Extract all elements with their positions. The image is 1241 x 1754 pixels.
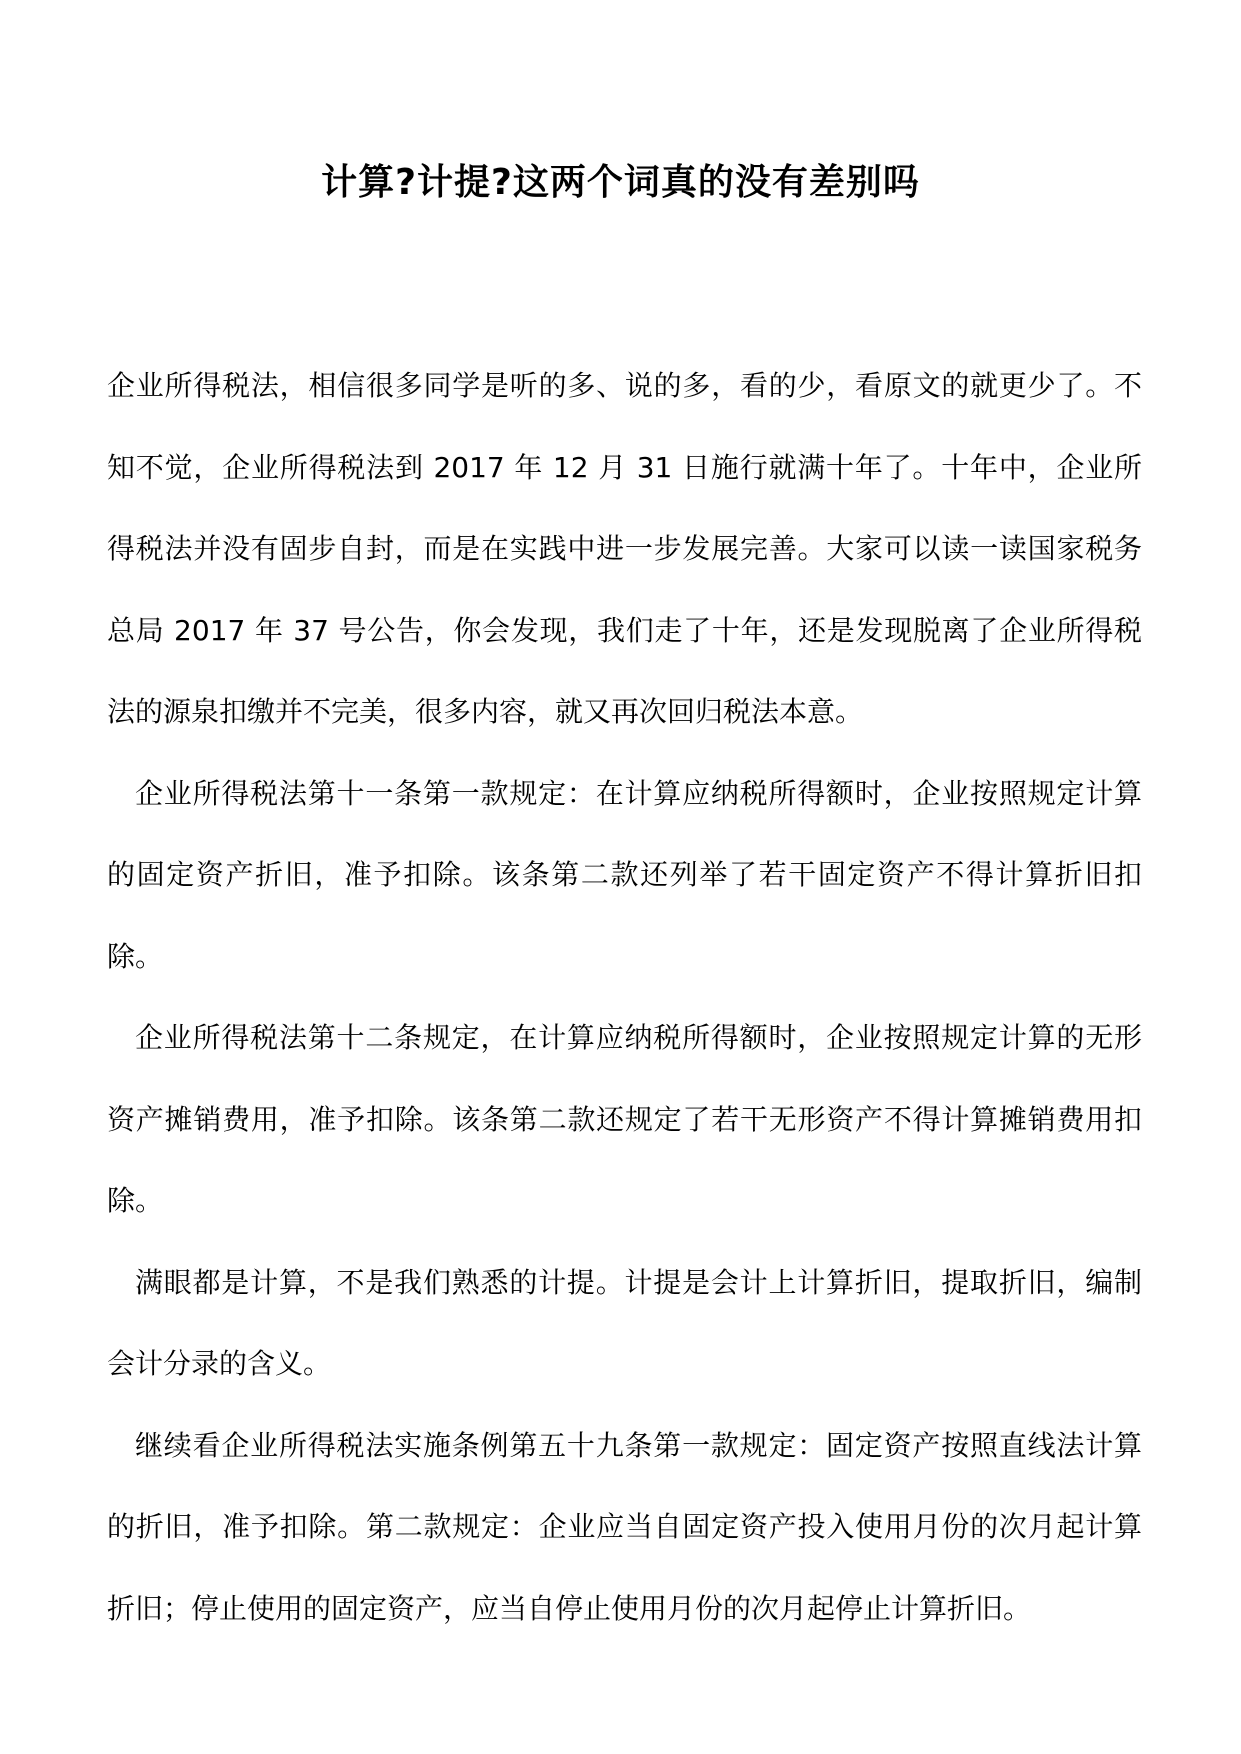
paragraph-4: 满眼都是计算，不是我们熟悉的计提。计提是会计上计算折旧，提取折旧，编制会计分录的含义。 xyxy=(107,1265,1142,1380)
paragraph-3: 企业所得税法第十二条规定，在计算应纳税所得额时，企业按照规定计算的无形资产摊销费用，准予扣除。该条第二款还规定了若干无形资产不得计算摊销费用扣除。 xyxy=(107,1021,1142,1217)
paragraph-1: 企业所得税法，相信很多同学是听的多、说的多，看的少，看原文的就更少了。不知不觉，企业所得税法到 2017 年 12 月 31 日施行就满十年了。十年中，企业所得税法并没有固步自封，而是在实践中进一步发展完善。大家可以读一读国家税务总局 2017 年 37 号公告，你会发现，我们走了十年，还是发现脱离了企业所得税法的源泉扣缴并不完美，很多内容，就又再次回归税法本意。 xyxy=(107,369,1142,728)
document-title: 计算?计提?这两个词真的没有差别吗 xyxy=(321,162,920,203)
document-body xyxy=(107,345,1142,1649)
paragraph-5: 继续看企业所得税法实施条例第五十九条第一款规定：固定资产按照直线法计算的折旧，准予扣除。第二款规定：企业应当自固定资产投入使用月份的次月起计算折旧；停止使用的固定资产，应当自停止使用月份的次月起停止计算折旧。 xyxy=(107,1428,1142,1625)
paragraph-2: 企业所得税法第十一条第一款规定：在计算应纳税所得额时，企业按照规定计算的固定资产折旧，准予扣除。该条第二款还列举了若干固定资产不得计算折旧扣除。 xyxy=(107,776,1142,973)
